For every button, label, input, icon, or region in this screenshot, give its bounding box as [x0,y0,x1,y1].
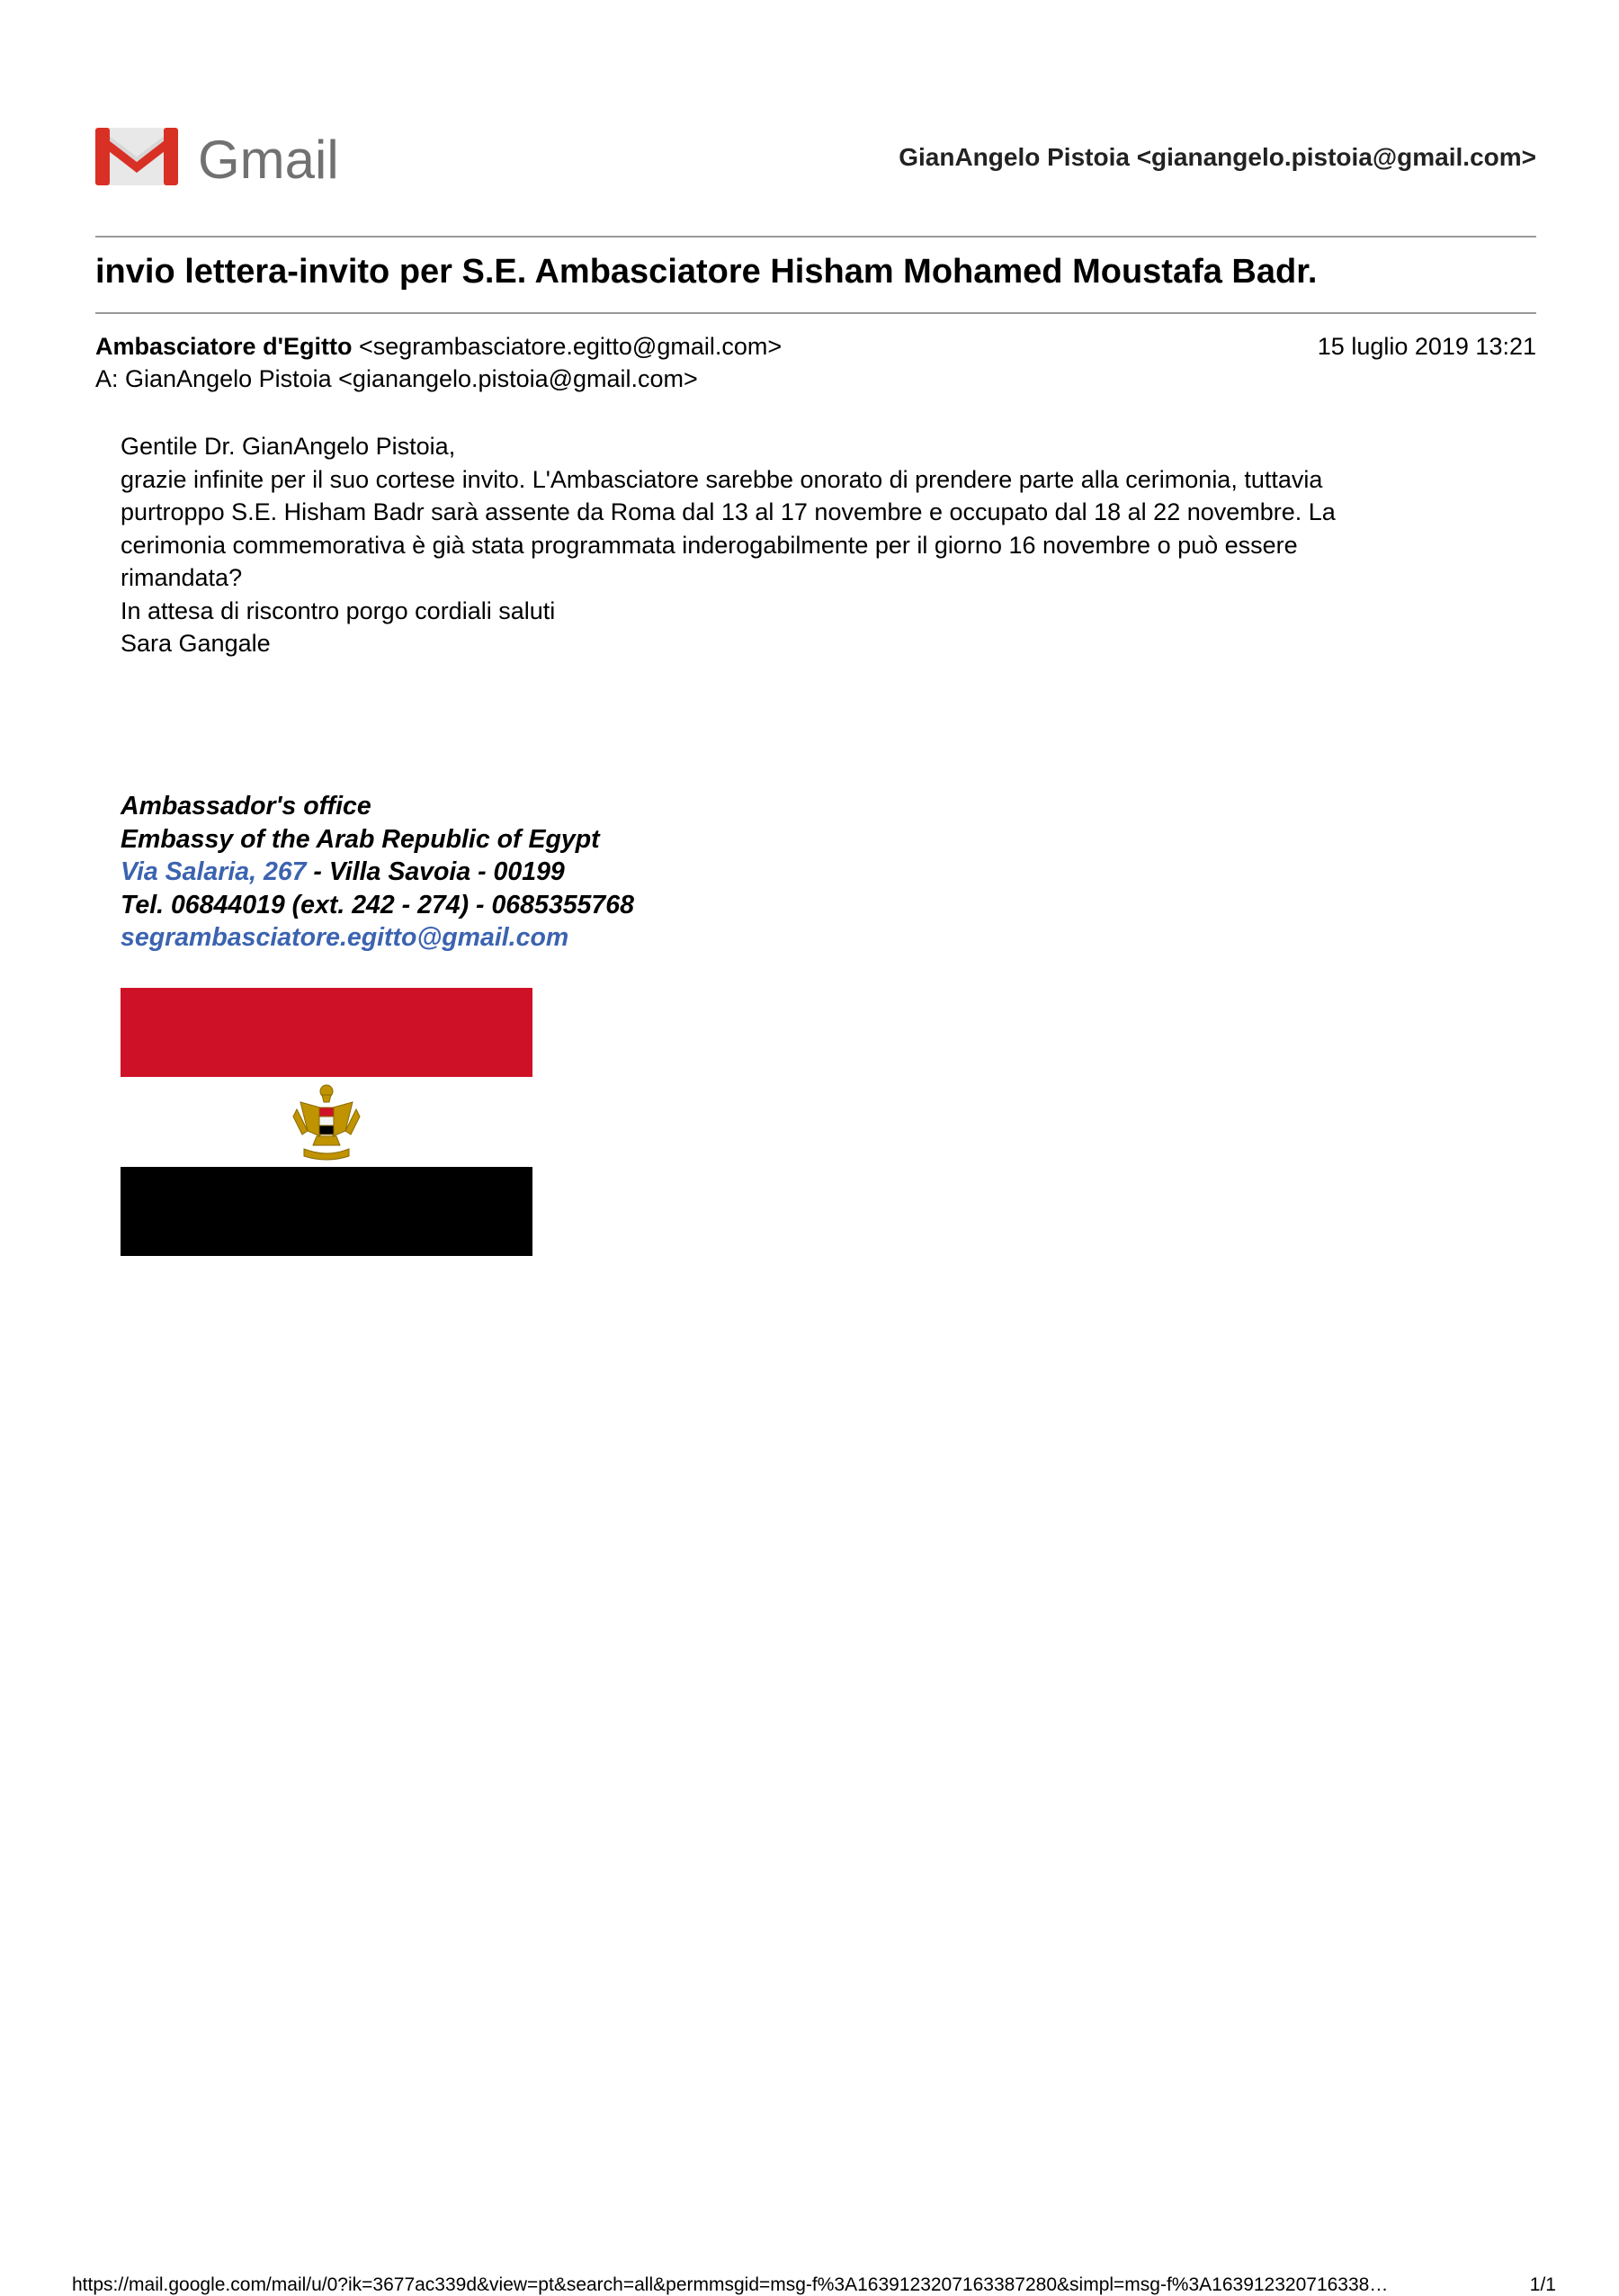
account-label: GianAngelo Pistoia <gianangelo.pistoia@gmail.com> [899,143,1536,171]
print-footer-url: https://mail.google.com/mail/u/0?ik=3677ac339d&view=pt&search=all&permmsgid=msg-f%3A1639123207163387280&simpl=msg-f%3A163912320716338… [72,2274,1389,2295]
flag-red-band [121,988,532,1077]
gmail-wordmark: Gmail [198,130,339,189]
flag-black-band [121,1167,532,1256]
flag-white-band [121,1077,532,1166]
gmail-envelope-icon [95,128,178,185]
body-line: grazie infinite per il suo cortese invito. L'Ambasciatore sarebbe onorato di prendere parte alla cerimonia, tuttavia [121,465,1323,493]
signature-email-link[interactable]: segrambasciatore.egitto@gmail.com [121,923,569,952]
message-body [121,430,1524,660]
eagle-of-saladin-icon [290,1081,363,1163]
signature-embassy: Embassy of the Arab Republic of Egypt [121,824,600,854]
gmail-logo [95,126,356,189]
signature-address [121,856,634,889]
body-closing: In attesa di riscontro porgo cordiali saluti [121,596,556,624]
sender-name: Ambasciatore d'Egitto [95,333,353,360]
body-line: cerimonia commemorativa è già stata programmata inderogabilmente per il giorno 16 novembre o può essere [121,531,1298,559]
body-signoff: Sara Gangale [121,630,271,657]
message-subject: invio lettera-invito per S.E. Ambasciatore Hisham Mohamed Moustafa Badr. [95,253,1318,291]
body-line: rimandata? [121,564,243,591]
egypt-flag [121,988,532,1256]
subject-divider [95,312,1536,314]
email-signature [121,790,634,955]
message-date: 15 luglio 2019 13:21 [1317,333,1536,360]
header-divider [95,236,1536,238]
recipient-line: A: GianAngelo Pistoia <gianangelo.pistoia@gmail.com> [95,365,698,392]
body-line: purtroppo S.E. Hisham Badr sarà assente da Roma dal 13 al 17 novembre e occupato dal 18 al 22 novembre. La [121,498,1336,525]
page-number: 1/1 [1529,2274,1556,2295]
sender-email: <segrambasciatore.egitto@gmail.com> [358,333,783,360]
address-link[interactable]: Via Salaria, 267 [121,857,307,886]
sender-line [95,333,782,361]
signature-office: Ambassador's office [121,792,371,821]
body-greeting: Gentile Dr. GianAngelo Pistoia, [121,433,456,460]
address-rest: - Villa Savoia - 00199 [306,857,565,886]
signature-tel: Tel. 06844019 (ext. 242 - 274) - 0685355768 [121,890,634,919]
